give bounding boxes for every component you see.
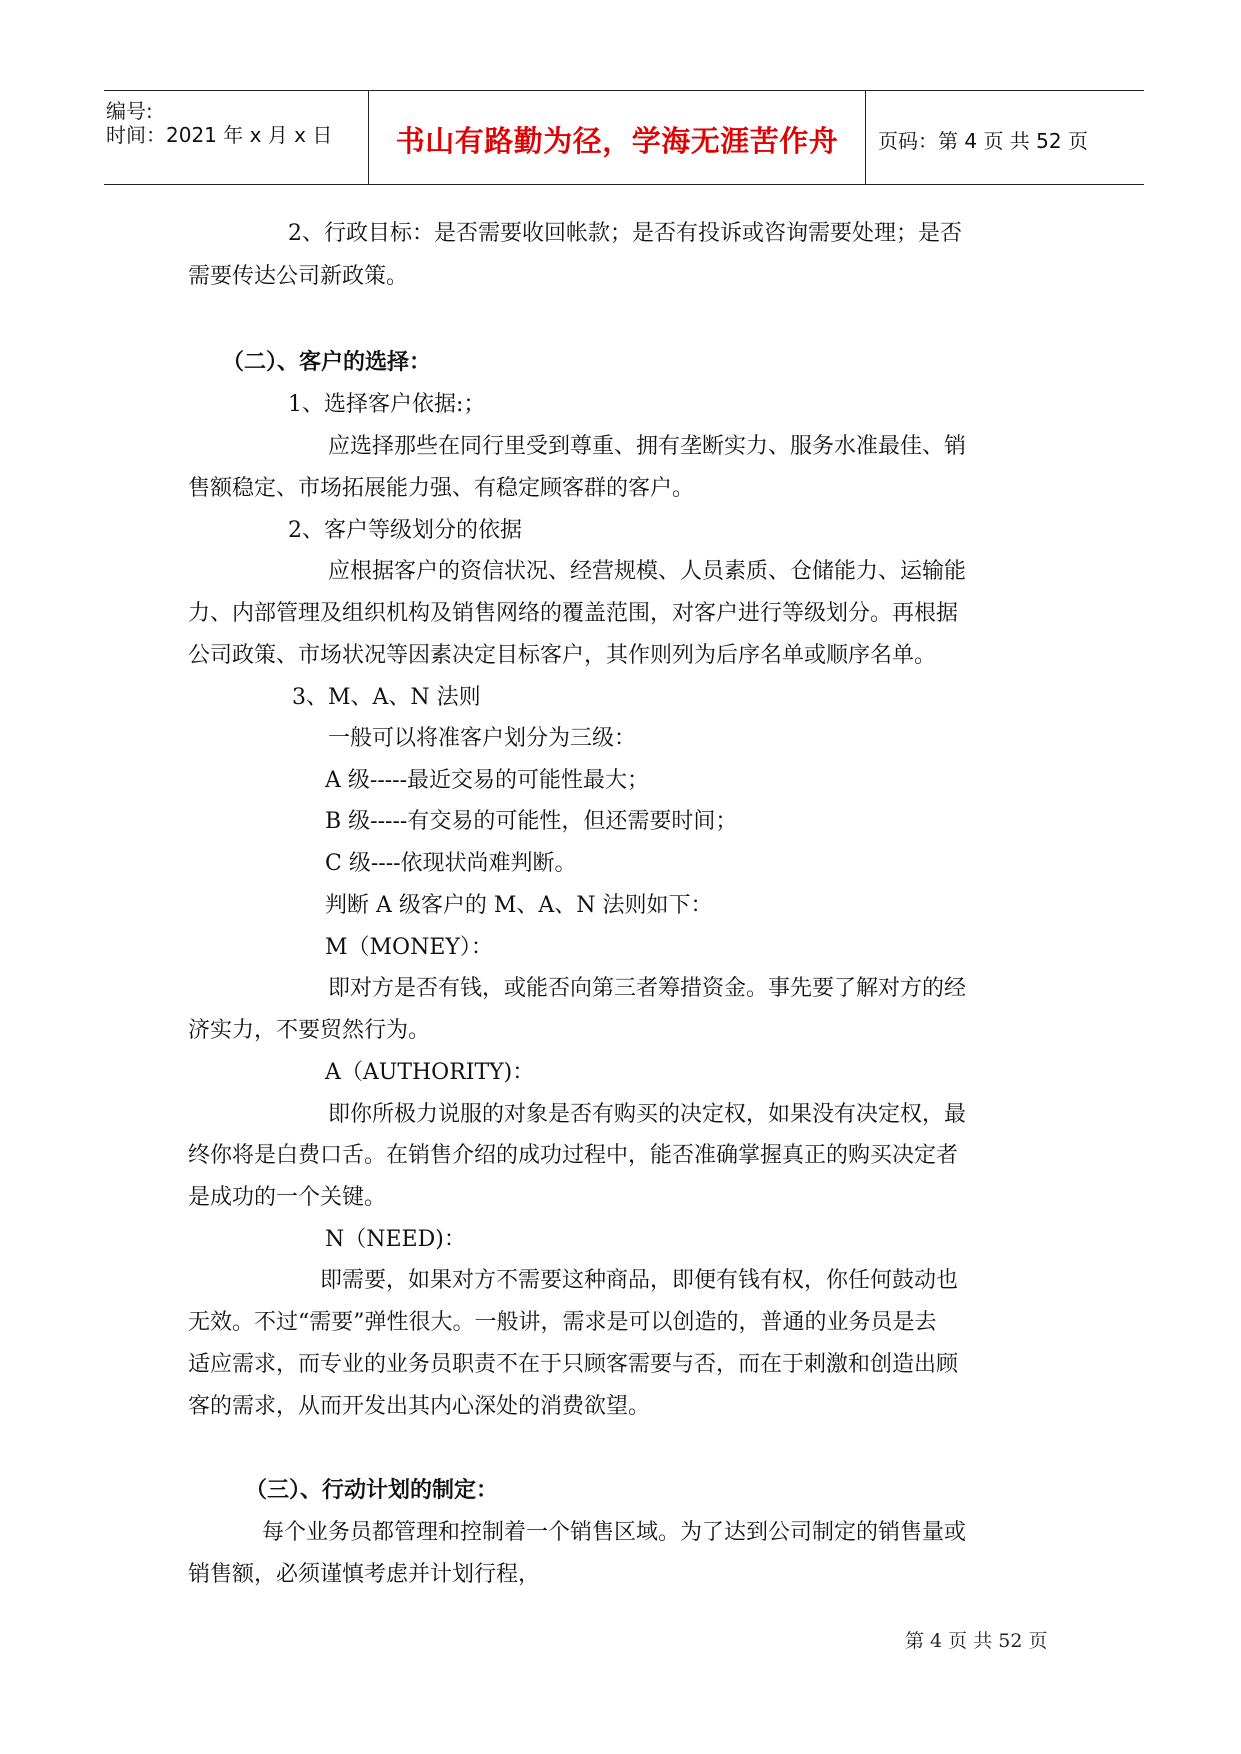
paragraph-line: 应根据客户的资信状况、经营规模、人员素质、仓储能力、运输能: [328, 559, 967, 584]
paragraph-line: 即对方是否有钱，或能否向第三者筹措资金。事先要了解对方的经: [328, 976, 967, 1001]
paragraph-line: 销售额，必须谨慎考虑并计划行程，: [188, 1562, 541, 1587]
paragraph-line: 售额稳定、市场拓展能力强、有稳定顾客群的客户。: [188, 476, 695, 501]
header-motto: 书山有路勤为径，学海无涯苦作舟: [395, 124, 839, 158]
paragraph-line: 判断 A 级客户的 M、A、N 法则如下：: [325, 893, 713, 918]
paragraph-line: 客的需求，从而开发出其内心深处的消费欲望。: [188, 1394, 651, 1419]
paragraph-line: 即需要，如果对方不需要这种商品，即便有钱有权，你任何鼓动也: [320, 1268, 959, 1293]
header-page-cell: [866, 91, 1144, 184]
section-heading-action-plan: （三）、行动计划的制定：: [245, 1478, 499, 1503]
paragraph-line: 济实力，不要贸然行为。: [188, 1018, 431, 1043]
section-heading-customer-selection: （二）、客户的选择：: [222, 350, 432, 375]
paragraph-line: 每个业务员都管理和控制着一个销售区域。为了达到公司制定的销售量或: [262, 1520, 967, 1545]
paragraph-line: A（AUTHORITY)：: [325, 1060, 535, 1085]
paragraph-line: 力、内部管理及组织机构及销售网络的覆盖范围，对客户进行等级划分。再根据: [188, 601, 959, 626]
paragraph-line: 3、M、A、N 法则: [292, 685, 481, 710]
paragraph-line: 需要传达公司新政策。: [188, 264, 409, 289]
page-footer-number: 第 4 页 共 52 页: [905, 1630, 1048, 1652]
header-info-cell: [104, 91, 369, 184]
paragraph-line: 是成功的一个关键。: [188, 1185, 387, 1210]
paragraph-line: 适应需求，而专业的业务员职责不在于只顾客需要与否，而在于刺激和创造出顾: [188, 1352, 959, 1377]
paragraph-line: 2、行政目标：是否需要收回帐款；是否有投诉或咨询需要处理；是否: [288, 221, 962, 246]
paragraph-line: 终你将是白费口舌。在销售介绍的成功过程中，能否准确掌握真正的购买决定者: [188, 1143, 959, 1168]
paragraph-line: M（MONEY）：: [325, 935, 493, 960]
paragraph-line: 一般可以将准客户划分为三级：: [328, 726, 637, 751]
page-header: [104, 90, 1144, 185]
paragraph-line: B 级-----有交易的可能性，但还需要时间；: [325, 809, 738, 834]
header-motto-cell: [369, 91, 866, 184]
header-page-number: 页码：第 4 页 共 52 页: [878, 129, 1088, 153]
paragraph-line: 公司政策、市场状况等因素决定目标客户，其作则列为后序名单或顺序名单。: [188, 643, 937, 668]
paragraph-line: 即你所极力说服的对象是否有购买的决定权，如果没有决定权，最: [328, 1102, 967, 1127]
paragraph-line: A 级-----最近交易的可能性最大；: [325, 768, 650, 793]
paragraph-line: C 级----依现状尚难判断。: [325, 851, 577, 876]
paragraph-line: 2、客户等级划分的依据: [288, 518, 522, 543]
document-time-label: 时间：2021 年 x 月 x 日: [106, 123, 333, 147]
paragraph-line: 应选择那些在同行里受到尊重、拥有垄断实力、服务水准最佳、销: [328, 434, 967, 459]
paragraph-line: 无效。不过“需要”弹性很大。一般讲，需求是可以创造的，普通的业务员是去: [188, 1310, 937, 1335]
document-number-label: 编号:: [106, 99, 153, 123]
paragraph-line: N（NEED)：: [325, 1227, 466, 1252]
paragraph-line: 1、选择客户依据:；: [288, 392, 486, 417]
